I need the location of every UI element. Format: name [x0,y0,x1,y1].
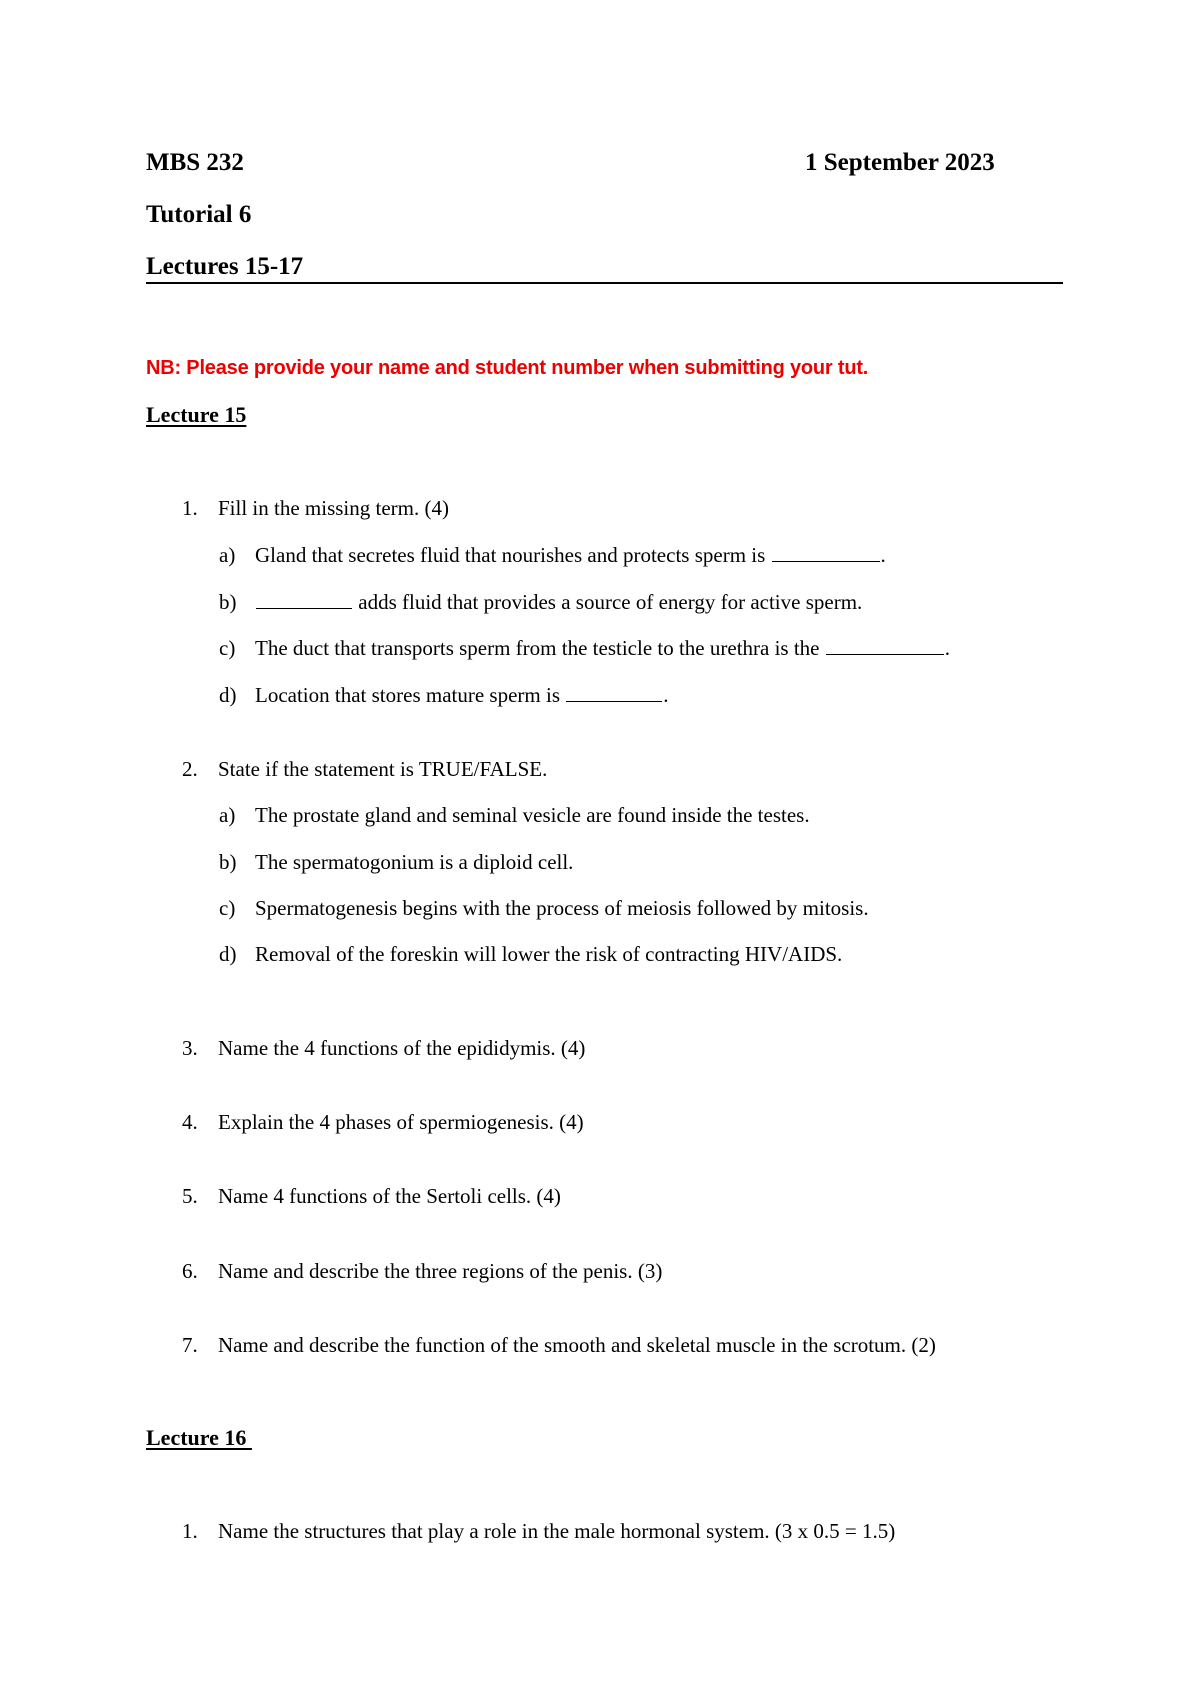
answer-blank [566,681,662,702]
header-divider [146,282,1063,284]
item-text-after: . [880,543,886,567]
tutorial-date: 1 September 2023 [805,149,995,176]
question-number: 1. [182,496,198,520]
question-number: 2. [182,757,198,781]
item-letter: a) [219,543,236,567]
item-text-before: The duct that transports sperm from the testicle to the urethra is the [255,636,825,660]
answer-blank [772,541,880,562]
lectures-range: Lectures 15-17 [146,253,304,280]
question-number: 6. [182,1259,198,1283]
item-letter: c) [219,636,236,660]
item-text-before: Location that stores mature sperm is [255,683,566,707]
answer-blank [256,588,352,609]
item-text: The prostate gland and seminal vesicle are found inside the testes. [255,803,810,827]
question-text: Name and describe the function of the smooth and skeletal muscle in the scrotum. (2) [218,1333,936,1357]
question-text: Name the 4 functions of the epididymis. (4) [218,1036,586,1060]
item-letter: d) [219,942,237,966]
question-text: Explain the 4 phases of spermiogenesis. (4) [218,1110,584,1134]
item-text-before: Gland that secretes fluid that nourishes and protects sperm is [255,543,771,567]
item-text [255,634,950,662]
lecture-15-heading: Lecture 15 [146,402,247,427]
question-number: 3. [182,1036,198,1060]
question-text: Name the structures that play a role in the male hormonal system. (3 x 0.5 = 1.5) [218,1519,896,1543]
item-text: Spermatogenesis begins with the process of meiosis followed by mitosis. [255,896,869,920]
item-letter: c) [219,896,236,920]
answer-blank [826,634,944,655]
course-code: MBS 232 [146,149,244,176]
item-letter: b) [219,850,237,874]
item-text [255,681,669,709]
question-text: Name 4 functions of the Sertoli cells. (4) [218,1184,561,1208]
question-text: State if the statement is TRUE/FALSE. [218,757,548,781]
item-letter: d) [219,683,237,707]
question-number: 5. [182,1184,198,1208]
item-text: Removal of the foreskin will lower the risk of contracting HIV/AIDS. [255,942,843,966]
item-letter: a) [219,803,236,827]
question-text: Name and describe the three regions of the penis. (3) [218,1259,663,1283]
lecture-16-heading: Lecture 16 [146,1425,252,1450]
item-text-after: . [663,683,669,707]
tutorial-title: Tutorial 6 [146,201,252,228]
item-letter: b) [219,590,237,614]
item-text: The spermatogonium is a diploid cell. [255,850,574,874]
submission-notice: NB: Please provide your name and student number when submitting your tut. [146,357,869,379]
item-text-after: . [944,636,950,660]
question-number: 4. [182,1110,198,1134]
question-number: 7. [182,1333,198,1357]
item-text [255,541,886,569]
question-number: 1. [182,1519,198,1543]
question-text: Fill in the missing term. (4) [218,496,449,520]
item-text-after: adds fluid that provides a source of energy for active sperm. [353,590,863,614]
item-text [255,588,862,616]
